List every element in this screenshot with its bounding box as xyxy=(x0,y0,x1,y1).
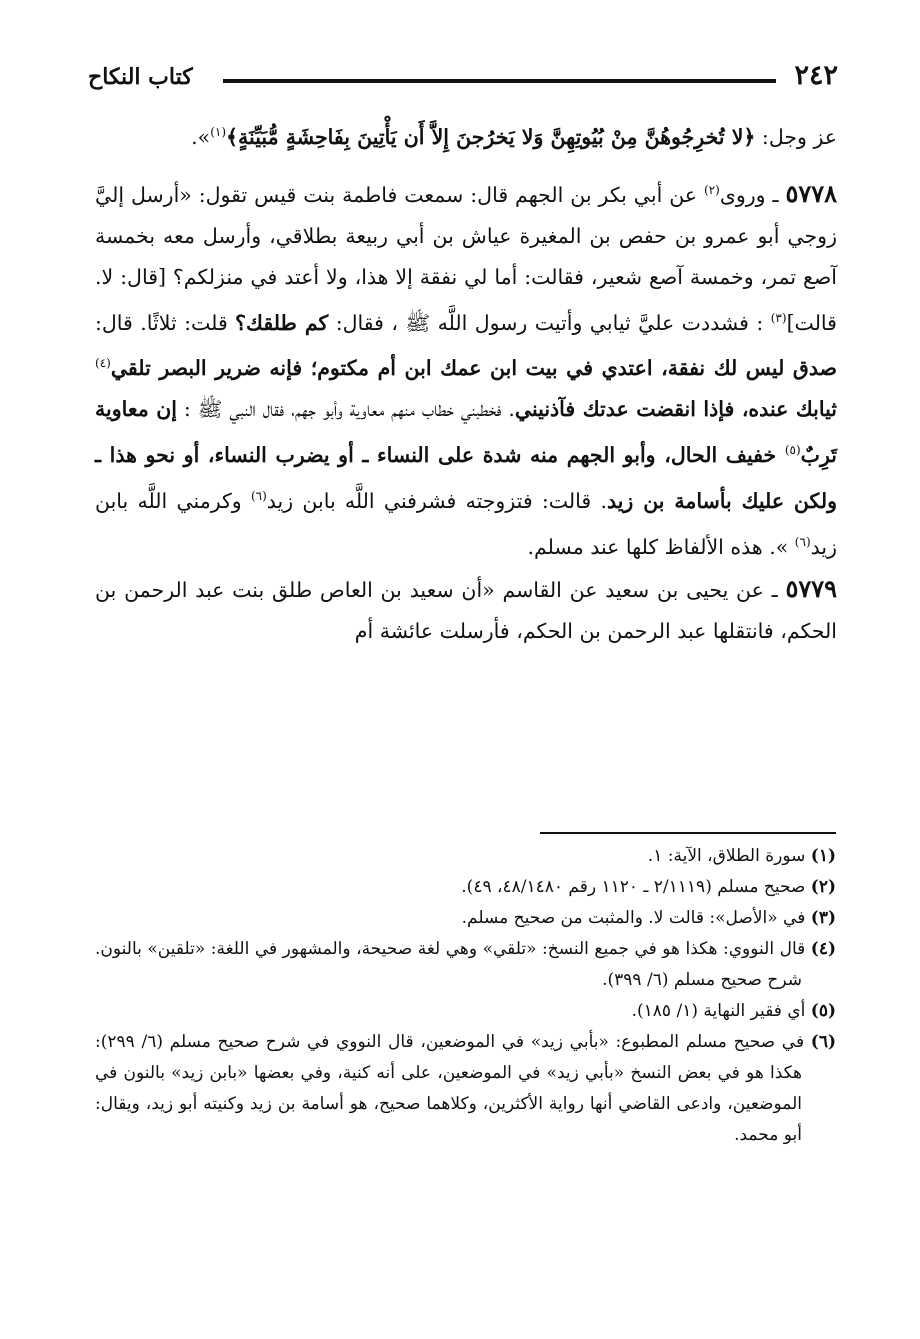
footnote-ref-3: (٣) xyxy=(770,310,787,325)
footnote xyxy=(95,872,836,903)
text-run: عز وجل: xyxy=(755,124,837,149)
footnote-number: (٤) xyxy=(810,939,836,959)
text-run: ـ عن يحيى بن سعيد عن القاسم «أن سعيد بن العاص طلق بنت عبد الرحمن بن الحكم، فانتقلها عبد الرحمن بن الحكم، فأرسلت عائشة أم xyxy=(95,577,837,643)
text-run: ـ وروى xyxy=(719,182,786,207)
hadith-number: ٥٧٧٩ xyxy=(785,573,837,603)
hadith-5778 xyxy=(95,170,837,568)
text-run: قلت: ثلاثًا. قال: xyxy=(95,310,236,335)
text-run: . قالت: فتزوجته فشرفني اللَّه بابن زيد xyxy=(266,488,607,513)
footnote-number: (٢) xyxy=(810,877,836,897)
footnote-text: سورة الطلاق، الآية: ١. xyxy=(647,846,811,866)
hadith-5779 xyxy=(95,568,837,652)
footnote-number: (٣) xyxy=(810,908,836,928)
text-run: وكرمني اللَّه بابن زيد xyxy=(95,488,837,559)
main-text xyxy=(95,112,837,652)
footnote-text: قال النووي: هكذا هو في جميع النسخ: «تلقي» وهي لغة صحيحة، والمشهور في اللغة: «تلقين» بالنون. شرح صحيح مسلم (٦/ ٣٩٩). xyxy=(95,939,811,990)
footnote-text: صحيح مسلم (٢/١١١٩ ـ ١١٢٠ رقم ٤٨/١٤٨٠، ٤٩). xyxy=(461,877,811,897)
footnote xyxy=(95,1027,836,1151)
hadith-number: ٥٧٧٨ xyxy=(785,178,837,208)
footnotes xyxy=(95,841,836,1151)
footnote-ref-5: (٥) xyxy=(784,443,801,458)
footnote-number: (٦) xyxy=(810,1032,836,1052)
footnote xyxy=(95,996,836,1027)
footnote-ref-6: (٦) xyxy=(250,489,267,504)
text-run: عن أبي بكر بن الجهم قال: سمعت فاطمة بنت قيس تقول: «أرسل إليَّ زوجي أبو عمرو بن حفص بن المغيرة عياش بن أبي ربيعة بطلاقي، وأرسل معه بخمسة آصع تمر، وخمسة آصع شعير، فقالت: أما لي نفقة إلا هذا، ولا أعتد في منزلكم؟ [قال: لا. قالت] xyxy=(95,182,837,335)
page-number: ٢٤٢ xyxy=(794,60,838,91)
text-run: : فشددت عليَّ ثيابي وأتيت رسول اللَّه ﷺ ، فقال: xyxy=(328,310,771,335)
bold-text: خفيف الحال، وأبو الجهم منه شدة على النساء ـ أو يضرب النساء، أو نحو هذا ـ ولكن عليك بأسامة بن زيد xyxy=(95,443,838,513)
footnote xyxy=(95,841,836,872)
text-run: . فخطبني خطاب منهم معاوية وأبو جهم، فقال النبي ﷺ : xyxy=(177,397,515,422)
footnote-text: في «الأصل»: قالت لا. والمثبت من صحيح مسلم. xyxy=(461,908,811,928)
footnote-separator xyxy=(540,832,836,834)
footnote xyxy=(95,934,836,996)
bold-text: إن معاوية تَرِبٌ xyxy=(95,397,837,468)
bold-text: صدق ليس لك نفقة، اعتدي في بيت ابن عمك ابن أم مكتوم؛ فإنه ضرير البصر تلقي xyxy=(110,356,837,381)
footnote-ref-2: (٢) xyxy=(703,182,720,197)
footnote-number: (٥) xyxy=(810,1001,836,1021)
footnote xyxy=(95,903,836,934)
quran-verse: ﴿لا تُخرِجُوهُنَّ مِنْ بُيُوتِهِنَّ وَلا يَخرُجنَ إِلاَّ أَن يَأْتِينَ بِفَاحِشَةٍ مُّبَيِّنَةٍ﴾ xyxy=(226,124,756,149)
running-header xyxy=(88,58,838,98)
footnote-number: (١) xyxy=(810,846,836,866)
book-title: كتاب النكاح xyxy=(88,64,193,90)
continuation-paragraph xyxy=(95,112,837,158)
footnote-ref-4: (٤) xyxy=(95,356,111,371)
header-rule xyxy=(223,79,776,83)
footnote-ref-1: (١) xyxy=(210,125,227,139)
footnote-ref-6: (٦) xyxy=(794,534,811,549)
footnote-text: أي فقير النهاية (١/ ١٨٥). xyxy=(631,1001,811,1021)
bold-text: ثيابك عنده، فإذا انقضت عدتك فآذنيني xyxy=(514,397,838,422)
text-run: ». هذه الألفاظ كلها عند مسلم. xyxy=(527,534,795,559)
text-run: ». xyxy=(191,124,211,149)
bold-text: كم طلقك؟ xyxy=(235,310,329,335)
footnote-text: في صحيح مسلم المطبوع: «بأبي زيد» في الموضعين، قال النووي في شرح صحيح مسلم (٦/ ٢٩٩): هكذا هو في بعض النسخ «بأبي زيد» في الموضعين، على أنه كنية، وفي بعضها «بابن زيد» بالنون في الموضعين، وادعى القاضي أنها رواية الأكثرين، وكلاهما صحيح، هو أسامة بن زيد وكنيته أبو زيد، ويقال: أبو محمد. xyxy=(95,1032,811,1145)
